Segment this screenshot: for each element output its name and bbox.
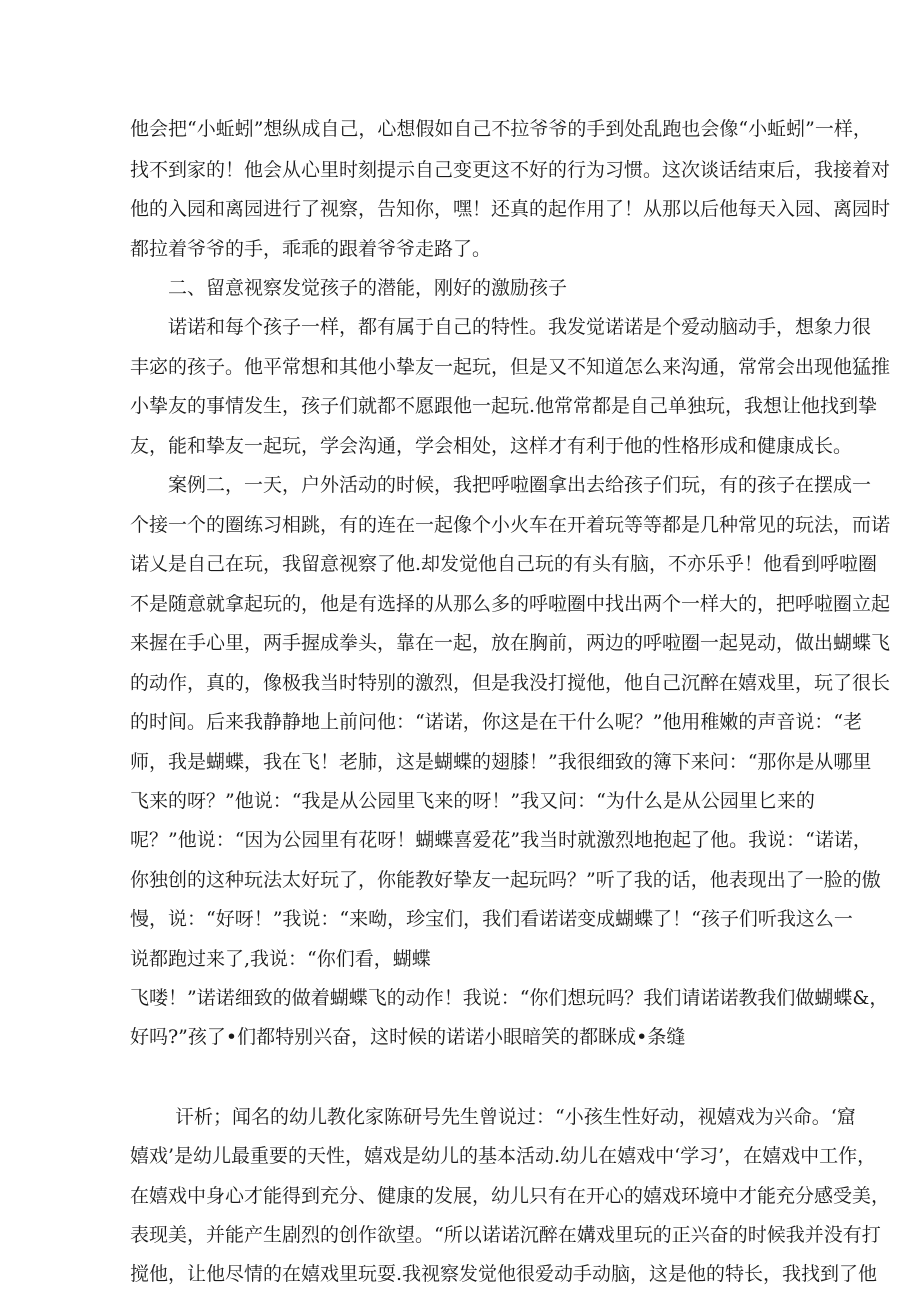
text-line-24: 好吗?”孩了•们都特别兴奋，这时候的诺诺小眼暗笑的都眯成•条缝 [130,1026,686,1048]
text-line-3: 他的入园和离园进行了视察，告知你，嘿！还真的起作用了！从那以后他每天入园、离园时 [130,198,891,220]
text-line-11: 个接一个的圈练习相跳，有的连在一起像个小火车在开着玩等等都是几种常见的玩法，而诺 [130,514,891,536]
section-heading: 二、留意视察发觉孩子的潜能，刚好的激励孩子 [168,277,568,299]
text-line-15: 的动作，真的，像极我当时特别的激烈，但是我没打搅他，他自己沉醉在嬉戏里，玩了很长 [130,672,891,694]
text-line-8: 小挚友的事情发生，孩子们就都不愿跟他一起玩.他常常都是自己单独玩，我想让他找到挚 [130,395,878,417]
text-line-13: 不是随意就拿起玩的，他是有选择的从那么多的呼啦圈中找出两个一样大的，把呼啦圈立起 [130,593,891,615]
text-line-29: 搅他，让他尽情的在嬉戏里玩耍.我视察发觉他很爱动手动脑，这是他的特长，我找到了他 [130,1263,878,1285]
text-line-9: 友，能和挚友一起玩，学会沟通，学会相处，这样才有利于他的性格形成和健康成长。 [130,435,853,457]
text-line-7: 丰宓的孩子。他平常想和其他小挚友一起玩，但是又不知道怎么来沟通，常常会出现他猛推 [130,356,891,378]
text-line-20: 你独创的这种玩法太好玩了，你能教好挚友一起玩吗？”听了我的话，他表现出了一脸的傲 [130,869,881,891]
text-line-19: 呢？”他说：“因为公园里有花呀！蝴蝶喜爱花”我当时就激烈地抱起了他。我说：“诺诺， [130,829,872,851]
text-line-25: 讦析；闻名的幼儿教化家陈研号先生曾说过：“小孩生性好动，视嬉戏为兴命。‘窟 [175,1106,856,1128]
text-line-2: 找不到家的！他会从心里时刻提示自己变更这不好的行为习惯。这次谈话结束后，我接着对 [130,159,891,181]
text-line-12: 诺乂是自己在玩，我留意视察了他.却发觉他自己玩的有头有脑，不亦乐乎！他看到呼啦圈 [130,553,878,575]
text-line-27: 在嬉戏中身心才能得到充分、健康的发展，幼儿只有在开心的嬉戏环境中才能充分感受美， [130,1185,891,1207]
text-line-18: 飞来的呀？”他说：“我是从公园里飞来的呀！”我又问：“为什么是从公园里匕来的 [130,790,815,812]
text-line-21: 慢，说：“好呀！”我说：“来呦，珍宝们，我们看诺诺变成蝴蝶了！“孩子们听我这么一 [130,908,853,930]
text-line-10: 案例二，一天，户外活动的时候，我把呼啦圈拿出去给孩子们玩，有的孩子在摆成一 [168,474,872,496]
text-line-26: 嬉戏’是幼儿最重要的天性，嬉戏是幼儿的基本活动.幼儿在嬉戏中‘学习’，在嬉戏中工作， [130,1145,877,1167]
text-line-23: 飞喽！”诺诺细致的做着蝴蝶飞的动作！我说：“你们想玩吗？我们请诺诺教我们做蝴蝶&， [130,987,889,1009]
text-line-28: 表现美，并能产生剧烈的创作欲望。“所以诺诺沉醉在媾戏里玩的正兴奋的时候我并没有打 [130,1224,881,1246]
text-line-22: 说都跑过来了,我说：“你们看，蝴蝶 [130,948,431,970]
text-line-6: 诺诺和每个孩子一样，都有属于自己的特性。我发觉诺诺是个爱动脑动手，想象力很 [168,316,872,338]
text-line-14: 来握在手心里，两手握成拳头，靠在一起，放在胸前，两边的呼啦圈一起晃动，做出蝴蝶飞 [130,632,891,654]
text-line-1: 他会把“小蚯蚓”想纵成自己，心想假如自己不拉爷爷的手到处乱跑也会像“小蚯蚓”一样， [130,118,872,140]
text-line-17: 师，我是蝴蝶，我在飞！老肺，这是蝴蝶的翅膝！”我很细致的簿下来问：“那你是从哪里 [130,751,872,773]
text-line-16: 的时间。后来我静静地上前问他：“诺诺，你这是在干什么呢？”他用稚嫩的声音说：“老 [130,711,863,733]
text-line-4: 都拉着爷爷的手，乖乖的跟着爷爷走路了。 [130,238,492,260]
